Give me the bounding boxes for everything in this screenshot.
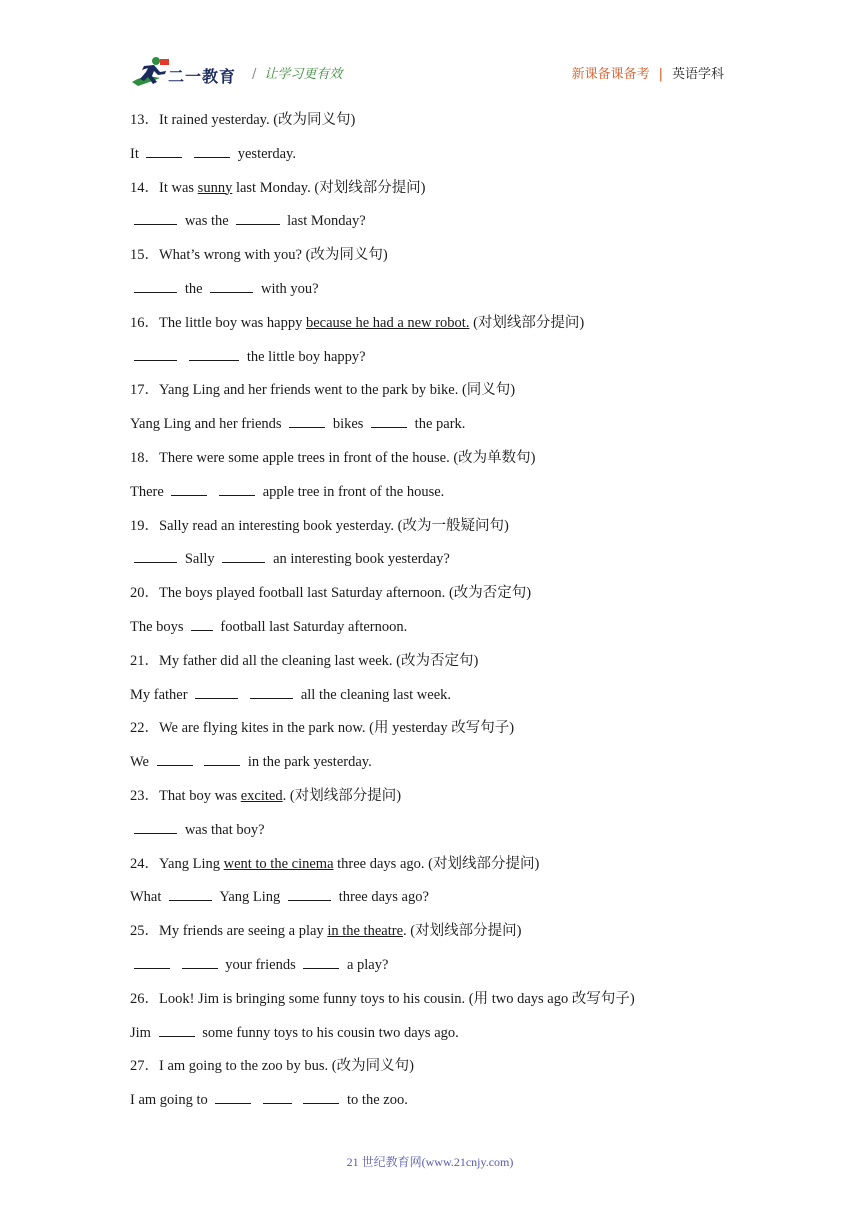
question-number: 16． xyxy=(130,314,159,331)
answer-blank[interactable] xyxy=(169,886,212,901)
question-line xyxy=(130,853,750,887)
answer-line xyxy=(130,346,750,380)
answer-blank[interactable] xyxy=(303,1089,339,1104)
answer-blank[interactable] xyxy=(371,413,407,428)
answer-text: What xyxy=(130,889,162,906)
answer-blank[interactable] xyxy=(191,616,213,631)
answer-line xyxy=(130,1089,750,1123)
question-line xyxy=(130,312,750,346)
question-text-end: . xyxy=(282,787,287,804)
question-instruction: (对划线部分提问) xyxy=(424,855,540,872)
question-line xyxy=(130,717,750,751)
question-underlined-text: in the theatre xyxy=(327,923,403,940)
answer-text: bikes xyxy=(332,416,364,433)
answer-blank[interactable] xyxy=(134,278,177,293)
question-underlined-text: because he had a new robot. xyxy=(305,314,470,331)
question-instruction: (改为同义句) xyxy=(301,247,388,264)
question-instruction: (改为同义句) xyxy=(269,112,356,128)
question-instruction: (对划线部分提问) xyxy=(406,923,522,940)
question-underlined-text: sunny xyxy=(197,179,233,196)
answer-line xyxy=(130,413,750,447)
answer-blank[interactable] xyxy=(210,278,253,293)
question-instruction: (改为否定句) xyxy=(392,652,479,669)
answer-text: Jim xyxy=(130,1024,151,1041)
answer-blank[interactable] xyxy=(146,143,182,158)
question-instruction: (对划线部分提问) xyxy=(310,179,426,196)
answer-line xyxy=(130,1022,750,1056)
answer-text: an interesting book yesterday? xyxy=(273,551,450,568)
answer-text: Yang Ling xyxy=(219,889,281,906)
question-text: Look! Jim is bringing some funny toys to his cousin. xyxy=(159,990,466,1007)
answer-text: Yang Ling and her friends xyxy=(130,416,282,433)
question-number: 24． xyxy=(130,855,159,872)
answer-line xyxy=(130,278,750,312)
answer-line xyxy=(130,751,750,785)
question-text: It was xyxy=(159,179,198,196)
question-line xyxy=(130,920,750,954)
question-number: 23． xyxy=(130,787,159,804)
answer-blank[interactable] xyxy=(215,1089,251,1104)
answer-blank[interactable] xyxy=(157,751,193,766)
answer-blank[interactable] xyxy=(171,481,207,496)
question-text: My father did all the cleaning last week. xyxy=(159,652,393,669)
slogan-divider: / xyxy=(252,67,257,82)
question-line xyxy=(130,515,750,549)
question-line xyxy=(130,582,750,616)
answer-text: It xyxy=(130,145,139,162)
answer-text: Sally xyxy=(184,551,215,568)
answer-blank[interactable] xyxy=(182,954,218,969)
question-number: 22． xyxy=(130,720,159,737)
question-text: I am going to the zoo by bus. xyxy=(159,1058,329,1075)
question-number: 13． xyxy=(130,112,159,128)
question-number: 21． xyxy=(130,652,159,669)
question-text: What’s wrong with you? xyxy=(159,247,302,264)
answer-text: the park. xyxy=(414,416,466,433)
question-line xyxy=(130,988,750,1022)
question-instruction: (用 yesterday 改写句子) xyxy=(365,720,515,737)
question-number: 26． xyxy=(130,990,159,1007)
answer-blank[interactable] xyxy=(189,346,239,361)
question-instruction: (改为单数句) xyxy=(449,449,536,466)
tagline-left: 新课备课备考 xyxy=(571,67,650,82)
answer-blank[interactable] xyxy=(204,751,240,766)
question-list xyxy=(130,109,750,1123)
question-text: It rained yesterday. xyxy=(159,112,270,128)
answer-text: My father xyxy=(130,686,188,703)
page-footer: 21 世纪教育网(www.21cnjy.com) xyxy=(346,1155,514,1169)
answer-blank[interactable] xyxy=(288,886,331,901)
question-line xyxy=(130,109,750,143)
question-text-end: . xyxy=(403,923,407,940)
question-number: 25． xyxy=(130,923,159,940)
question-line xyxy=(130,447,750,481)
question-number: 19． xyxy=(130,517,159,534)
question-text: The boys played football last Saturday afternoon. xyxy=(159,585,446,602)
answer-line xyxy=(130,143,750,177)
slogan xyxy=(252,63,342,82)
question-text: That boy was xyxy=(159,787,241,804)
question-text: My friends are seeing a play xyxy=(159,923,328,940)
answer-blank[interactable] xyxy=(222,548,265,563)
answer-text: in the park yesterday. xyxy=(247,754,372,771)
question-line xyxy=(130,177,750,211)
answer-line xyxy=(130,684,750,718)
answer-blank[interactable] xyxy=(303,954,339,969)
question-instruction: (改为同义句) xyxy=(328,1058,414,1075)
answer-line xyxy=(130,616,750,650)
answer-blank[interactable] xyxy=(134,210,177,225)
answer-blank[interactable] xyxy=(195,684,238,699)
answer-text: your friends xyxy=(225,956,296,973)
slogan-text: 让学习更有效 xyxy=(264,67,343,82)
answer-text: apple tree in front of the house. xyxy=(262,483,445,500)
answer-blank[interactable] xyxy=(134,819,177,834)
question-text-end: three days ago. xyxy=(333,855,425,872)
answer-blank[interactable] xyxy=(134,954,170,969)
question-text: Sally read an interesting book yesterday. xyxy=(159,517,395,534)
answer-blank[interactable] xyxy=(289,413,325,428)
question-instruction: (改为一般疑问句) xyxy=(394,517,509,534)
answer-text: the xyxy=(184,280,203,297)
tagline-divider: | xyxy=(658,67,663,82)
question-line xyxy=(130,650,750,684)
question-number: 18． xyxy=(130,449,159,466)
answer-line xyxy=(130,819,750,853)
question-number: 15． xyxy=(130,247,159,264)
question-line xyxy=(130,379,750,413)
question-text: We are flying kites in the park now. xyxy=(159,720,366,737)
answer-text: football last Saturday afternoon. xyxy=(220,618,408,635)
answer-text: I am going to xyxy=(130,1092,208,1109)
question-text-end: last Monday. xyxy=(232,179,311,196)
question-underlined-text: excited xyxy=(240,787,283,804)
answer-text: to the zoo. xyxy=(347,1092,408,1109)
question-number: 14． xyxy=(130,179,159,196)
answer-line xyxy=(130,481,750,515)
question-number: 27． xyxy=(130,1058,159,1075)
answer-text: was the xyxy=(184,213,229,230)
answer-blank[interactable] xyxy=(134,346,177,361)
answer-text: yesterday. xyxy=(237,145,296,162)
answer-line xyxy=(130,954,750,988)
answer-text: There xyxy=(130,483,164,500)
answer-blank[interactable] xyxy=(263,1089,292,1104)
question-instruction: (对划线部分提问) xyxy=(286,787,402,804)
answer-blank[interactable] xyxy=(194,143,230,158)
answer-text: last Monday? xyxy=(287,213,366,230)
question-line xyxy=(130,785,750,819)
answer-blank[interactable] xyxy=(159,1022,195,1037)
question-instruction: (同义句) xyxy=(458,382,516,399)
question-number: 20． xyxy=(130,585,159,602)
answer-text: some funny toys to his cousin two days ago. xyxy=(202,1024,459,1041)
answer-text: all the cleaning last week. xyxy=(300,686,452,703)
page-header xyxy=(130,52,730,92)
answer-text: with you? xyxy=(260,280,319,297)
question-line xyxy=(130,244,750,278)
question-line xyxy=(130,1055,750,1089)
logo-text: 二一教育 xyxy=(168,67,237,86)
answer-text: was that boy? xyxy=(184,821,265,838)
tagline-subject: 英语学科 xyxy=(671,67,724,82)
question-number: 17． xyxy=(130,382,159,399)
answer-blank[interactable] xyxy=(236,210,279,225)
answer-line xyxy=(130,886,750,920)
answer-text: the little boy happy? xyxy=(246,348,366,365)
answer-text: a play? xyxy=(346,956,389,973)
answer-text: The boys xyxy=(130,618,184,635)
answer-text: three days ago? xyxy=(338,889,429,906)
question-text: The little boy was happy xyxy=(159,314,306,331)
answer-blank[interactable] xyxy=(134,548,177,563)
answer-blank[interactable] xyxy=(219,481,255,496)
logo xyxy=(130,52,240,92)
question-text: Yang Ling xyxy=(159,855,224,872)
question-instruction: (用 two days ago 改写句子) xyxy=(465,990,635,1007)
tagline xyxy=(572,63,724,82)
question-underlined-text: went to the cinema xyxy=(223,855,334,872)
question-text: Yang Ling and her friends went to the park by bike. xyxy=(159,382,459,399)
question-instruction: (改为否定句) xyxy=(445,585,532,602)
answer-text: We xyxy=(130,754,149,771)
question-instruction: (对划线部分提问) xyxy=(469,314,585,331)
answer-blank[interactable] xyxy=(250,684,293,699)
answer-line xyxy=(130,210,750,244)
answer-line xyxy=(130,548,750,582)
question-text: There were some apple trees in front of the house. xyxy=(159,449,450,466)
